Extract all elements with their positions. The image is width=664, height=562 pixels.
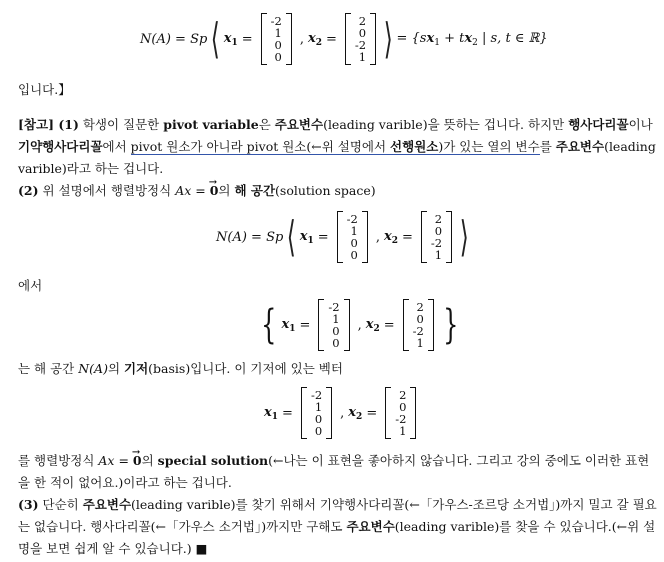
- note-paragraph-3: (3) 단순히 주요변수(leading varible)를 찾기 위해서 기약행사다리꼴(←「가우스-조르당 소거법」)까지 밀고 갈 필요는 없습니다. 행사다리꼴(←「가우스 소거법」)까지만 구해도 주요변수(leading varible)를 찾을 수 있습니다.(←위 설명을 보면 쉽게 알 수 있습니다.) ■: [18, 497, 657, 556]
- equation-null-space-span: N(A) = Sp ⟨ $x_1$ = -2 1 0 0 , $x_2$ = 2 0 -2 1 ⟩: [216, 212, 469, 262]
- eseo-text: 에서: [18, 278, 43, 293]
- eq3-vector-2: 2 0 -2 1: [403, 299, 434, 351]
- special-solution-paragraph: 를 행렬방정식 Ax = → 0의 special solution(←나는 이 표현을 좋아하지 않습니다. 그리고 강의 중에도 이러한 표현을 한 적이 없어요.)이라고 하는 겁니다.: [18, 450, 660, 494]
- eq2-vector-2: 2 0 -2 1: [421, 211, 452, 263]
- eq1-vector-2: 2 0 -2 1: [345, 13, 376, 65]
- equation-basis-set: { $x_1$ = -2 1 0 0 , $x_2$ = 2 0 -2 1 }: [261, 300, 459, 350]
- eq1-lhs: N(A) = Sp: [140, 31, 208, 47]
- basis-line: 는 해 공간 N(A)의 기저(basis)입니다. 이 기저에 있는 벡터: [18, 361, 343, 376]
- eq1-x2-name: $x_2$: [307, 30, 322, 48]
- eq3-vector-1: -2 1 0 0: [318, 299, 349, 351]
- eq4-vector-1: -2 1 0 0: [301, 387, 332, 439]
- eq4-vector-2: 2 0 -2 1: [385, 387, 416, 439]
- equation-null-space-set: N(A) = Sp ⟨ $x_1$ = -2 1 0 0 , $x_2$ = 2 0 -2 1 ⟩ = {$sx_1 + tx_2$ | s, t ∈ ℝ}: [140, 14, 548, 64]
- right-angle-bracket: ⟩: [383, 14, 393, 63]
- line-end-text: 입니다.】: [18, 82, 71, 97]
- left-angle-bracket: ⟨: [210, 14, 220, 63]
- eq1-rhs: = {$sx_1 + tx_2$ | s, t ∈ ℝ}: [396, 30, 548, 48]
- note-paragraph-2: (2) 위 설명에서 행렬방정식 Ax = → 0의 해 공간(solution space): [18, 180, 660, 202]
- note-paragraph-1: [참고] (1) 학생이 질문한 pivot variable은 주요변수(leading varible)을 뜻하는 겁니다. 하지만 행사다리꼴이나 기약행사다리꼴에서 pivot 원소가 아니라 pivot 원소(←위 설명에서 선행원소)가 있는 열의 변수를 주요변수(leading varible)라고 하는 겁니다.: [18, 117, 656, 176]
- eq1-vector-1: -2 1 0 0: [261, 13, 292, 65]
- eq1-x1-name: $x_1$: [223, 30, 238, 48]
- equation-basis-vectors: $x_1$ = -2 1 0 0 , $x_2$ = 2 0 -2 1: [264, 380, 420, 446]
- eq2-vector-1: -2 1 0 0: [337, 211, 368, 263]
